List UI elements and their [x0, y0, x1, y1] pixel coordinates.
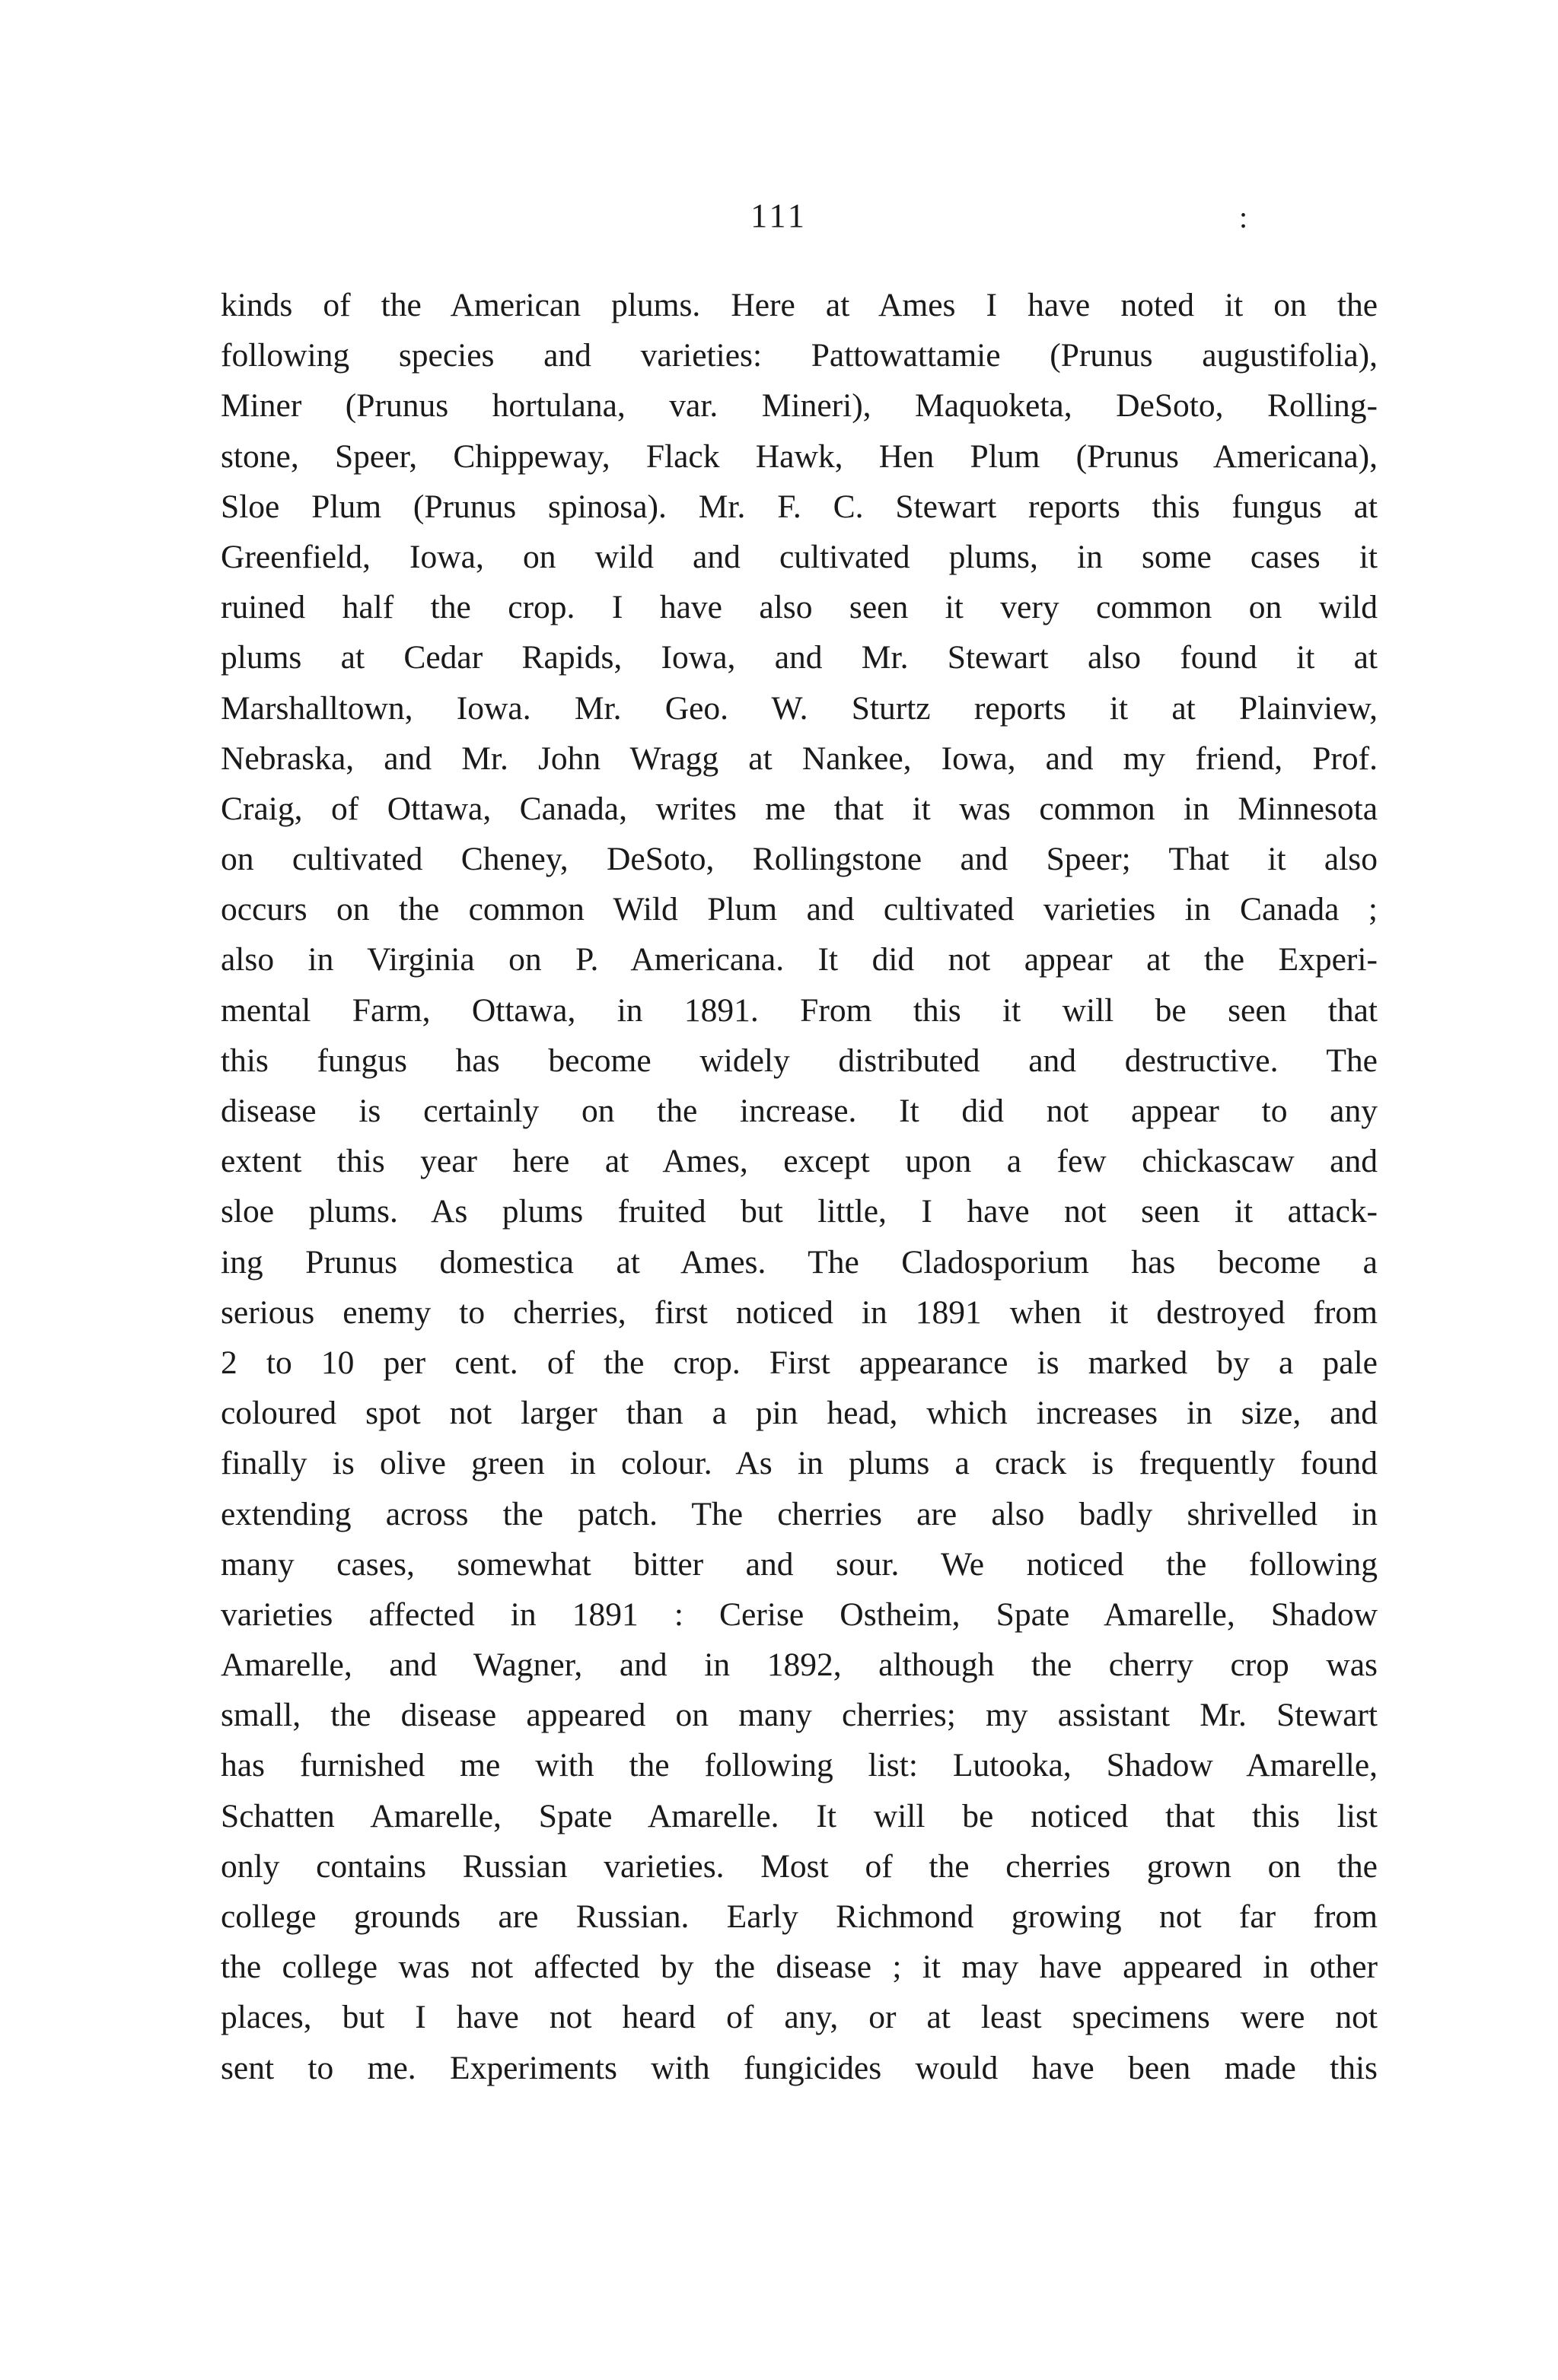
text-line-21: serious enemy to cherries, first noticed in 1891 when it destroyed from — [221, 1293, 1378, 1331]
text-line-7: ruined half the crop. I have also seen it very common on wild — [221, 589, 1378, 626]
text-line-18: extent this year here at Ames, except upon a few chickascaw and — [221, 1143, 1378, 1180]
text-line-33: college grounds are Russian. Early Richmond growing not far from — [221, 1898, 1378, 1935]
text-line-19: sloe plums. As plums fruited but little, I have not seen it attack- — [221, 1193, 1378, 1230]
page-number: 111 — [750, 197, 808, 234]
text-line-27: varieties affected in 1891 : Cerise Ostheim, Spate Amarelle, Shadow — [221, 1596, 1378, 1633]
text-line-17: disease is certainly on the increase. It did not appear to any — [221, 1093, 1378, 1129]
text-line-35: places, but I have not heard of any, or at least specimens were not — [221, 1999, 1378, 2036]
text-line-25: extending across the patch. The cherries are also badly shrivelled in — [221, 1495, 1378, 1532]
text-line-6: Greenfield, Iowa, on wild and cultivated plums, in some cases it — [221, 538, 1378, 575]
text-line-4: stone, Speer, Chippeway, Flack Hawk, Hen Plum (Prunus Americana), — [221, 438, 1378, 475]
text-line-20: ing Prunus domestica at Ames. The Cladosporium has become a — [221, 1243, 1378, 1281]
text-line-16: this fungus has become widely distributed and destructive. The — [221, 1042, 1378, 1079]
text-line-30: has furnished me with the following list: Lutooka, Shadow Amarelle, — [221, 1747, 1378, 1784]
text-line-23: coloured spot not larger than a pin head, which increases in size, and — [221, 1395, 1378, 1432]
text-line-9: Marshalltown, Iowa. Mr. Geo. W. Sturtz reports it at Plainview, — [221, 689, 1378, 727]
text-line-26: many cases, somewhat bitter and sour. We noticed the following — [221, 1545, 1378, 1583]
text-line-28: Amarelle, and Wagner, and in 1892, although the cherry crop was — [221, 1647, 1378, 1684]
text-line-15: mental Farm, Ottawa, in 1891. From this it will be seen that — [221, 991, 1378, 1029]
text-line-22: 2 to 10 per cent. of the crop. First appearance is marked by a pale — [221, 1344, 1378, 1381]
body-paragraph — [221, 280, 1378, 2093]
text-line-1: kinds of the American plums. Here at Ames I have noted it on the — [221, 287, 1378, 323]
text-line-24: finally is olive green in colour. As in plums a crack is frequently found — [221, 1445, 1378, 1482]
text-line-8: plums at Cedar Rapids, Iowa, and Mr. Stewart also found it at — [221, 639, 1378, 676]
text-line-34: the college was not affected by the disease ; it may have appeared in other — [221, 1949, 1378, 1986]
text-line-29: small, the disease appeared on many cherries; my assistant Mr. Stewart — [221, 1697, 1378, 1734]
text-line-13: occurs on the common Wild Plum and cultivated varieties in Canada ; — [221, 891, 1378, 928]
text-line-12: on cultivated Cheney, DeSoto, Rollingstone and Speer; That it also — [221, 841, 1378, 878]
text-line-31: Schatten Amarelle, Spate Amarelle. It will be noticed that this list — [221, 1797, 1378, 1834]
text-line-36: sent to me. Experiments with fungicides would have been made this — [221, 2049, 1378, 2086]
text-line-14: also in Virginia on P. Americana. It did not appear at the Experi- — [221, 941, 1378, 978]
text-line-32: only contains Russian varieties. Most of the cherries grown on the — [221, 1847, 1378, 1885]
text-line-2: following species and varieties: Pattowattamie (Prunus augustifolia), — [221, 337, 1378, 374]
text-line-11: Craig, of Ottawa, Canada, writes me that it was common in Minnesota — [221, 790, 1378, 827]
margin-mark: : — [1239, 200, 1248, 234]
text-line-3: Miner (Prunus hortulana, var. Mineri), Maquoketa, DeSoto, Rolling- — [221, 387, 1378, 425]
text-line-5: Sloe Plum (Prunus spinosa). Mr. F. C. Stewart reports this fungus at — [221, 488, 1378, 525]
text-line-10: Nebraska, and Mr. John Wragg at Nankee, Iowa, and my friend, Prof. — [221, 740, 1378, 777]
